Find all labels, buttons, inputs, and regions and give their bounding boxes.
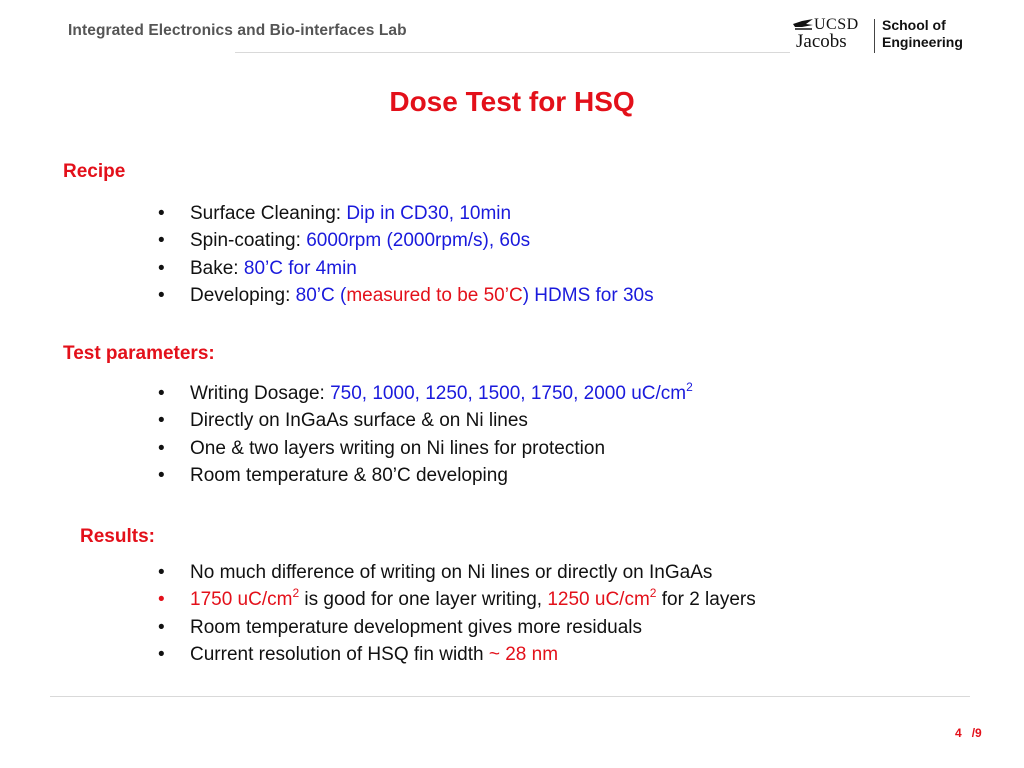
slide-title: Dose Test for HSQ (389, 86, 635, 117)
results-list (158, 559, 756, 668)
bullet-icon: • (158, 562, 165, 583)
item-label: Bake: (190, 257, 244, 279)
list-item (158, 435, 693, 462)
item-label: Developing: (190, 284, 296, 306)
item-value: Dip in CD30, 10min (346, 203, 512, 224)
logo-divider (874, 19, 875, 53)
list-item (158, 559, 756, 586)
list-item (158, 614, 756, 641)
item-text: for 2 layers (656, 589, 756, 611)
logo-jacobs-text: Jacobs (796, 31, 847, 52)
list-item (158, 282, 654, 309)
item-text: No much difference of writing on Ni lines or directly on InGaAs (190, 562, 713, 583)
superscript: 2 (292, 586, 300, 601)
current-page: 4 (955, 726, 962, 740)
bullet-icon: • (158, 410, 165, 432)
page-number (955, 726, 982, 740)
list-item (158, 641, 756, 668)
item-value-highlight: ~ 28 nm (488, 643, 559, 665)
item-label: Writing Dosage: (190, 383, 331, 404)
logo-school-line2: Engineering (882, 34, 963, 50)
bullet-icon: • (158, 464, 165, 486)
total-pages: /9 (971, 726, 982, 740)
bullet-icon: • (158, 203, 165, 224)
recipe-heading: Recipe (63, 161, 126, 182)
bullet-icon: • (158, 284, 165, 306)
list-item (158, 227, 654, 254)
ucsd-jacobs-logo (790, 16, 970, 54)
item-label: Spin-coating: (190, 230, 307, 252)
superscript: 2 (686, 380, 693, 394)
logo-school-text (882, 17, 963, 51)
bullet-icon: • (158, 643, 165, 665)
item-value-highlight: 1250 uC/cm (547, 589, 650, 611)
superscript: 2 (649, 586, 657, 601)
item-label: Surface Cleaning: (190, 203, 347, 224)
footer-divider (50, 696, 970, 697)
logo-ucsd-text: UCSD (814, 16, 859, 33)
bullet-icon: • (158, 616, 165, 638)
bullet-icon: • (158, 230, 165, 252)
item-value: 80’C ( (295, 284, 347, 306)
item-text: Room temperature & 80’C developing (190, 464, 508, 486)
bullet-icon: • (158, 383, 165, 404)
item-text: Room temperature development gives more residuals (190, 616, 642, 638)
header-divider (235, 52, 790, 53)
bullet-icon: • (158, 257, 165, 279)
list-item (158, 407, 693, 434)
item-value: 80’C for 4min (243, 257, 357, 279)
bullet-icon: • (158, 437, 165, 459)
item-value-highlight: 1750 uC/cm (190, 589, 293, 611)
results-heading: Results: (80, 526, 155, 547)
list-item (158, 380, 693, 407)
list-item (158, 255, 654, 282)
item-value: 750, 1000, 1250, 1500, 1750, 2000 uC/cm (330, 383, 687, 404)
item-text: One & two layers writing on Ni lines for protection (190, 437, 606, 459)
item-text: is good for one layer writing, (299, 589, 548, 611)
item-value: 6000rpm (2000rpm/s), 60s (306, 230, 531, 252)
list-item (158, 200, 654, 227)
item-value-highlight: measured to be 50’C (346, 284, 523, 306)
test-parameters-heading: Test parameters: (63, 343, 215, 364)
item-text: Current resolution of HSQ fin width (190, 643, 489, 665)
trident-bird-icon (792, 18, 814, 32)
logo-school-line1: School of (882, 17, 946, 33)
list-item (158, 462, 693, 489)
test-parameters-list (158, 380, 693, 489)
lab-title: Integrated Electronics and Bio-interfaces Lab (68, 22, 407, 39)
item-value: ) HDMS for 30s (522, 284, 654, 306)
bullet-icon: • (158, 589, 165, 611)
item-text: Directly on InGaAs surface & on Ni lines (190, 410, 528, 432)
recipe-list (158, 200, 654, 309)
list-item (158, 586, 756, 613)
